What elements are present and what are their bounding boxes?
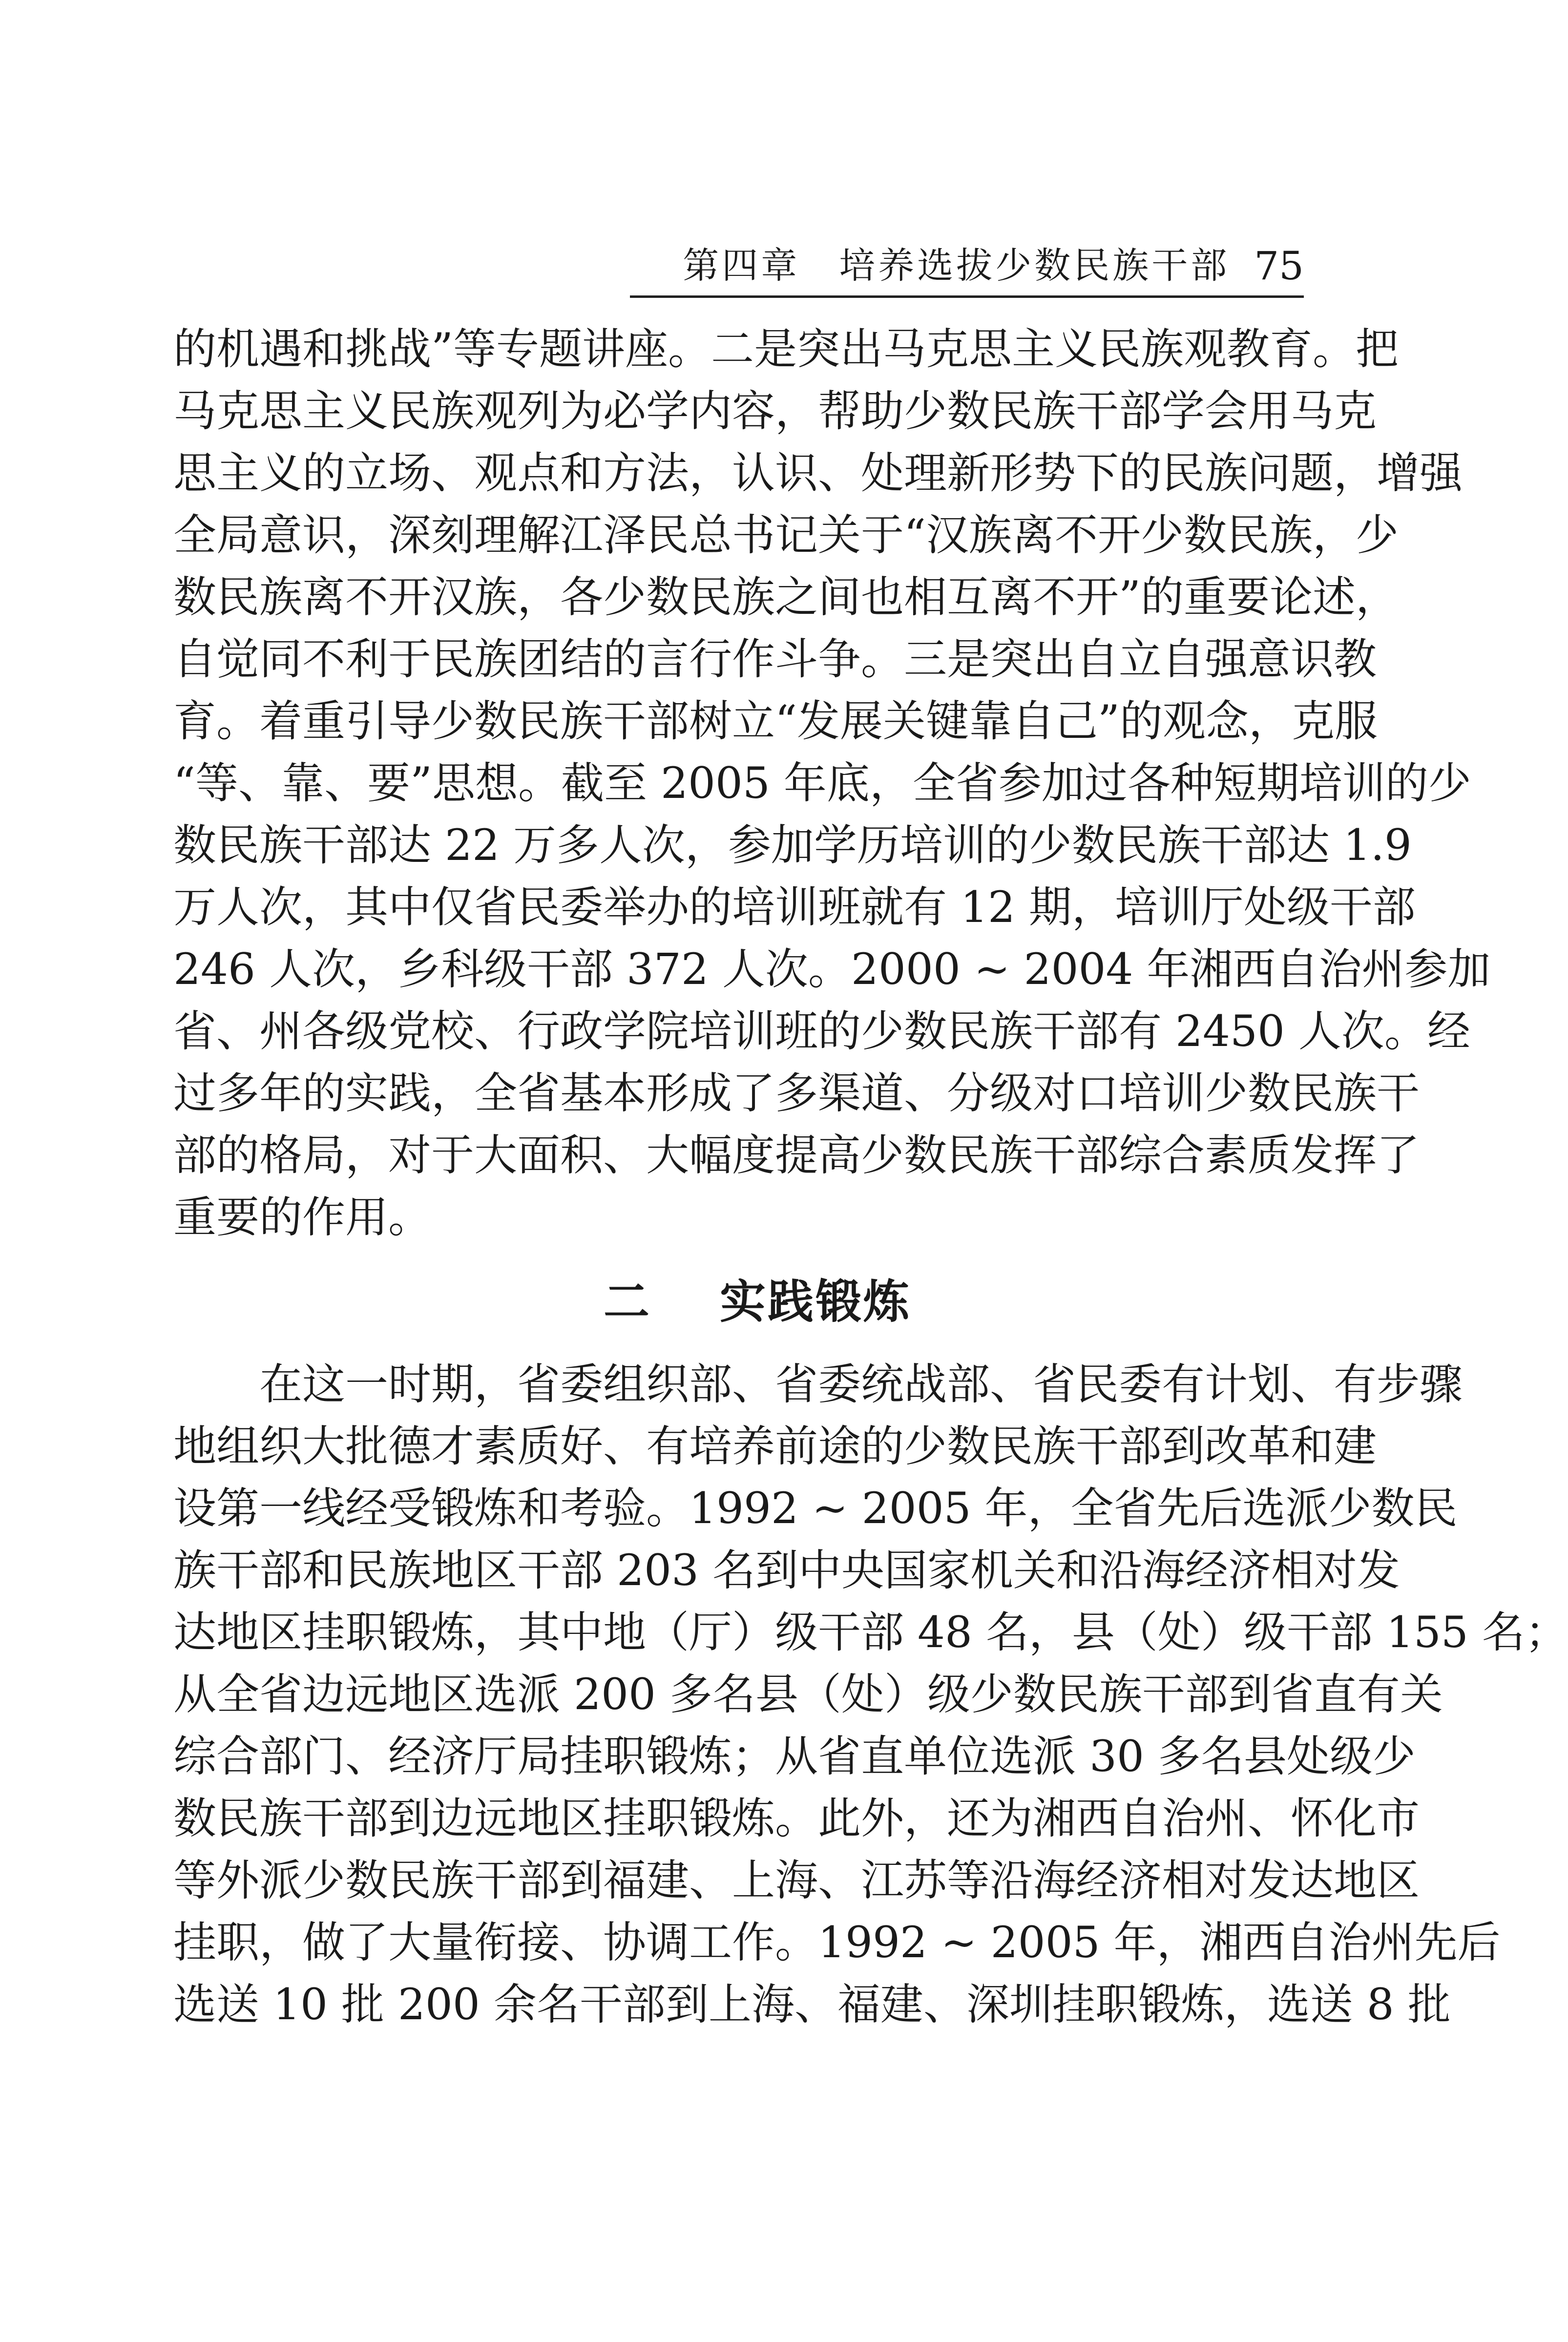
text-line: 达地区挂职锻炼，其中地（厅）级干部 48 名，县（处）级干部 155 名； <box>173 1607 1568 1657</box>
text-line: 数民族离不开汉族，各少数民族之间也相互离不开”的重要论述， <box>173 572 1399 622</box>
text-line: 数民族干部达 22 万多人次，参加学历培训的少数民族干部达 1.9 <box>173 820 1412 870</box>
page-number: 75 <box>1254 243 1304 289</box>
text-line: 地组织大批德才素质好、有培养前途的少数民族干部到改革和建 <box>173 1421 1377 1471</box>
text-line: 等外派少数民族干部到福建、上海、江苏等沿海经济相对发达地区 <box>173 1855 1420 1905</box>
text-line: 族干部和民族地区干部 203 名到中央国家机关和沿海经济相对发 <box>173 1545 1400 1595</box>
text-line: 全局意识，深刻理解江泽民总书记关于“汉族离不开少数民族，少 <box>173 510 1399 560</box>
text-line: 省、州各级党校、行政学院培训班的少数民族干部有 2450 人次。经 <box>173 1006 1470 1056</box>
text-line: 设第一线经受锻炼和考验。1992 ~ 2005 年，全省先后选派少数民 <box>173 1483 1458 1533</box>
text-line: 选送 10 批 200 余名干部到上海、福建、深圳挂职锻炼，选送 8 批 <box>173 1979 1451 2029</box>
text-line: 246 人次，乡科级干部 372 人次。2000 ~ 2004 年湘西自治州参加 <box>173 944 1491 994</box>
text-line: 过多年的实践，全省基本形成了多渠道、分级对口培训少数民族干 <box>173 1068 1420 1118</box>
text-line: 数民族干部到边远地区挂职锻炼。此外，还为湘西自治州、怀化市 <box>173 1793 1420 1843</box>
text-line: 自觉同不利于民族团结的言行作斗争。三是突出自立自强意识教 <box>173 634 1377 684</box>
text-line: “等、靠、要”思想。截至 2005 年底，全省参加过各种短期培训的少 <box>173 758 1471 808</box>
chapter-title: 第四章 培养选拔少数民族干部 <box>683 245 1230 287</box>
text-line: 部的格局，对于大面积、大幅度提高少数民族干部综合素质发挥了 <box>173 1130 1420 1180</box>
text-line: 万人次，其中仅省民委举办的培训班就有 12 期，培训厅处级干部 <box>173 882 1416 932</box>
text-line: 挂职，做了大量衔接、协调工作。1992 ~ 2005 年，湘西自治州先后 <box>173 1917 1501 1967</box>
text-line: 从全省边远地区选派 200 多名县（处）级少数民族干部到省直有关 <box>173 1669 1443 1719</box>
text-line: 重要的作用。 <box>173 1192 432 1242</box>
text-line: 马克思主义民族观列为必学内容，帮助少数民族干部学会用马克 <box>173 386 1377 436</box>
text-line: 在这一时期，省委组织部、省委统战部、省民委有计划、有步骤 <box>259 1359 1463 1409</box>
section-title: 实践锻炼 <box>720 1276 912 1329</box>
section-number: 二 <box>603 1276 651 1329</box>
section-heading <box>0 1265 1515 1331</box>
text-line: 的机遇和挑战”等专题讲座。二是突出马克思主义民族观教育。把 <box>173 324 1399 374</box>
running-header <box>630 244 1304 298</box>
text-line: 思主义的立场、观点和方法，认识、处理新形势下的民族问题，增强 <box>173 448 1463 498</box>
text-line: 综合部门、经济厅局挂职锻炼；从省直单位选派 30 多名县处级少 <box>173 1731 1416 1781</box>
text-line: 育。着重引导少数民族干部树立“发展关键靠自己”的观念，克服 <box>173 696 1378 746</box>
